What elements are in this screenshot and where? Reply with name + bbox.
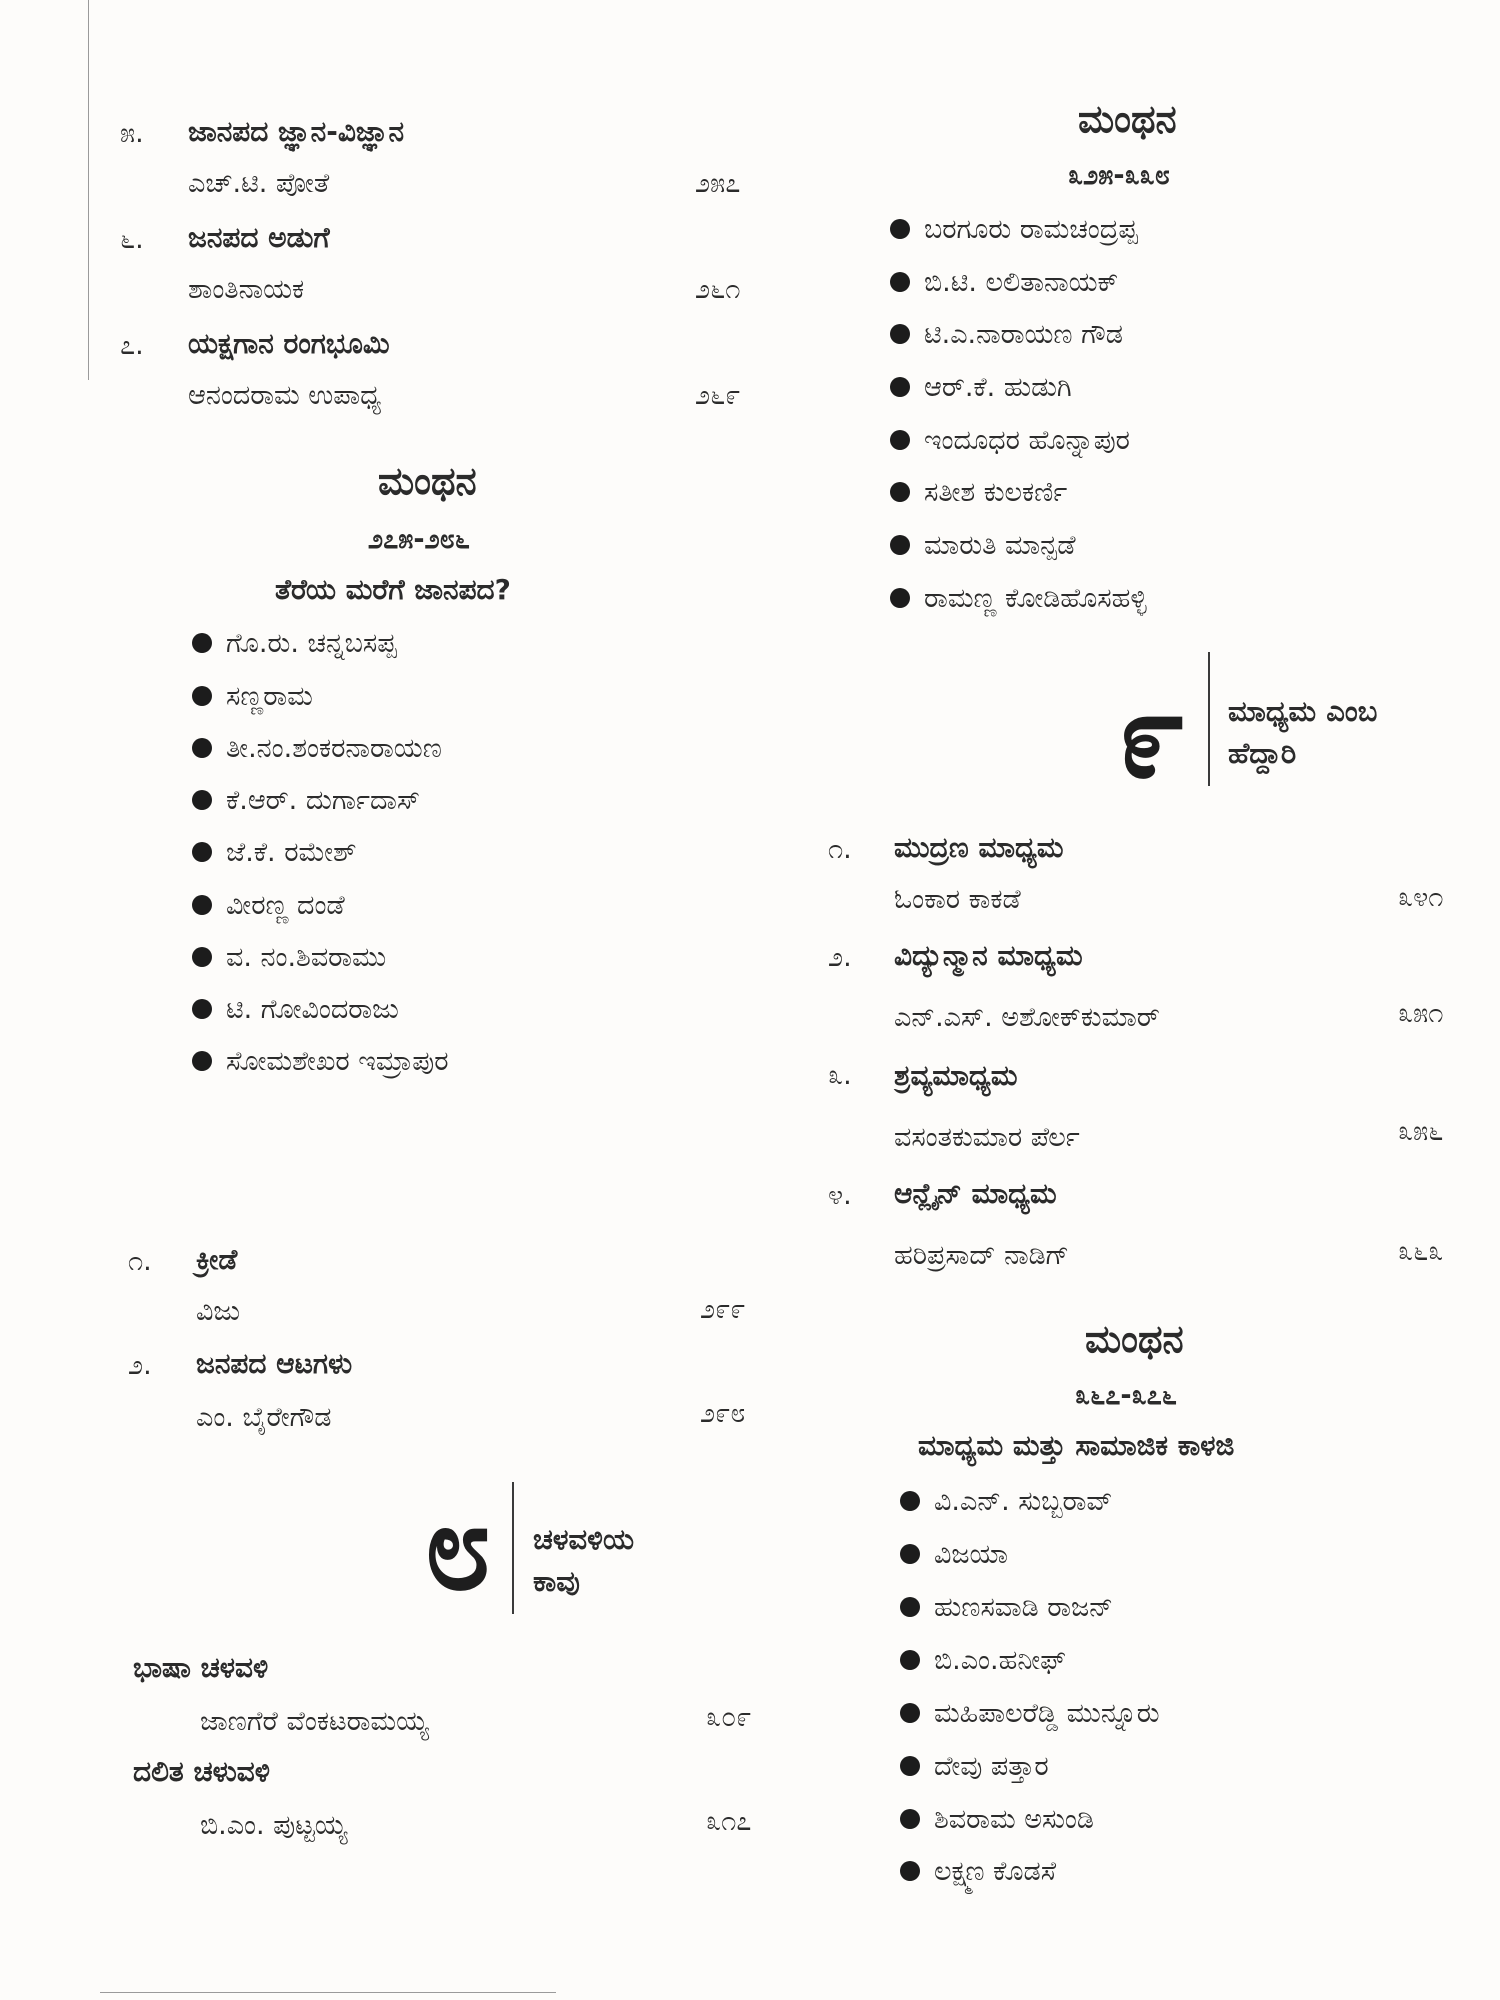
entry-author: ಬಿ.ಎಂ. ಪುಟ್ಟಯ್ಯ	[200, 1810, 348, 1841]
participant-item: ಜೆ.ಕೆ. ರಮೇಶ್	[192, 839, 357, 866]
entry-page: ೨೫೭	[695, 168, 741, 199]
manthana-heading: ಮಂಥನ	[378, 459, 477, 503]
manthana-page-range: ೩೬೭-೩೭೬	[1075, 1380, 1177, 1411]
participant-item: ಹುಣಸವಾಡಿ ರಾಜನ್	[900, 1594, 1113, 1621]
participant-item: ವಿ.ಎನ್. ಸುಬ್ಬರಾವ್	[900, 1488, 1112, 1515]
entry-author: ಓಂಕಾರ ಕಾಕಡೆ	[894, 884, 1021, 915]
manthana-page-range: ೩೨೫-೩೩೮	[1068, 160, 1170, 191]
participant-item: ಸಣ್ಣರಾಮ	[192, 683, 313, 710]
bullet-icon	[890, 324, 910, 344]
participant-item: ಬಿ.ಟಿ. ಲಲಿತಾನಾಯಕ್	[890, 269, 1118, 296]
bullet-icon	[900, 1861, 920, 1881]
manthana-page-range: ೨೭೫-೨೮೬	[368, 524, 470, 555]
bullet-icon	[890, 272, 910, 292]
participant-item: ಆರ್.ಕೆ. ಹುಡುಗಿ	[890, 374, 1072, 401]
entry-author: ವಿಜು	[196, 1296, 241, 1327]
entry-title[interactable]: ಯಕ್ಷಗಾನ ರಂಗಭೂಮಿ	[188, 327, 390, 360]
entry-title[interactable]: ಜನಪದ ಅಡುಗೆ	[188, 221, 330, 254]
bullet-icon	[890, 535, 910, 555]
participant-item: ಮಾರುತಿ ಮಾನ್ಪಡೆ	[890, 532, 1076, 559]
entry-page: ೨೬೧	[695, 274, 741, 305]
participant-item: ಬಿ.ಎಂ.ಹನೀಫ್	[900, 1647, 1066, 1674]
chapter-number: ೮	[424, 1478, 492, 1617]
participant-item: ಟಿ.ಎ.ನಾರಾಯಣ ಗೌಡ	[890, 321, 1123, 348]
entry-author: ಎಚ್.ಟಿ. ಪೋತೆ	[188, 168, 330, 199]
participant-item: ಇಂದೂಧರ ಹೊನ್ನಾಪುರ	[890, 427, 1130, 454]
bullet-icon	[192, 633, 212, 653]
entry-page: ೩೧೭	[706, 1806, 752, 1837]
chapter-title-line: ಮಾಧ್ಯಮ ಎಂಬ	[1228, 694, 1378, 728]
manthana-subtitle[interactable]: ತೆರೆಯ ಮರೆಗೆ ಜಾನಪದ?	[275, 573, 511, 606]
bullet-icon	[192, 999, 212, 1019]
chapter-title-line: ಕಾವು	[533, 1564, 580, 1599]
manthana-subtitle[interactable]: ಮಾಧ್ಯಮ ಮತ್ತು ಸಾಮಾಜಿಕ ಕಾಳಜಿ	[918, 1429, 1235, 1462]
entry-page: ೨೯೯	[700, 1294, 746, 1325]
bullet-icon	[900, 1597, 920, 1617]
entry-page: ೩೪೧	[1398, 882, 1444, 913]
bullet-icon	[192, 738, 212, 758]
entry-number: ೧.	[128, 1246, 152, 1277]
bullet-icon	[890, 219, 910, 239]
entry-page: ೩೬೩	[1398, 1236, 1444, 1267]
bullet-icon	[890, 377, 910, 397]
entry-title[interactable]: ವಿದ್ಯುನ್ಮಾನ ಮಾಧ್ಯಮ	[894, 939, 1083, 972]
section-heading[interactable]: ದಲಿತ ಚಳುವಳಿ	[133, 1755, 270, 1788]
bullet-icon	[900, 1756, 920, 1776]
entry-author: ಹರಿಪ್ರಸಾದ್ ನಾಡಿಗ್	[894, 1240, 1070, 1271]
bullet-icon	[890, 482, 910, 502]
entry-title[interactable]: ಜಾನಪದ ಜ್ಞಾನ-ವಿಜ್ಞಾನ	[188, 115, 405, 148]
participant-item: ತೀ.ನಂ.ಶಂಕರನಾರಾಯಣ	[192, 735, 442, 762]
entry-title[interactable]: ಜನಪದ ಆಟಗಳು	[196, 1347, 353, 1380]
participant-item: ಸೋಮಶೇಖರ ಇಮ್ರಾಪುರ	[192, 1048, 448, 1075]
bullet-icon	[900, 1809, 920, 1829]
entry-number: ೬.	[120, 224, 144, 255]
bullet-icon	[192, 947, 212, 967]
entry-number: ೧.	[828, 834, 852, 865]
chapter-title[interactable]	[1228, 690, 1377, 774]
bullet-icon	[192, 1051, 212, 1071]
entry-author: ಎಂ. ಬೈರೇಗೌಡ	[196, 1402, 332, 1433]
chapter-divider	[1208, 652, 1210, 786]
chapter-divider	[512, 1482, 514, 1614]
entry-title[interactable]: ಆನ್ಲೈನ್ ಮಾಧ್ಯಮ	[894, 1177, 1057, 1210]
entry-page: ೩೫೬	[1398, 1116, 1444, 1147]
participant-item: ಟಿ. ಗೋವಿಂದರಾಜು	[192, 996, 399, 1023]
entry-page: ೨೯೮	[700, 1398, 746, 1429]
manthana-heading: ಮಂಥನ	[1085, 1317, 1184, 1361]
entry-number: ೭.	[120, 330, 144, 361]
participant-item: ದೇವು ಪತ್ತಾರ	[900, 1753, 1049, 1780]
participant-item: ಶಿವರಾಮ ಅಸುಂಡಿ	[900, 1806, 1094, 1833]
entry-author: ಶಾಂತಿನಾಯಕ	[188, 274, 305, 305]
chapter-title[interactable]	[533, 1518, 634, 1602]
margin-rule	[88, 0, 89, 380]
entry-number: ೨.	[828, 942, 852, 973]
bullet-icon	[192, 790, 212, 810]
bullet-icon	[890, 430, 910, 450]
participant-item: ಕೆ.ಆರ್. ದುರ್ಗಾದಾಸ್	[192, 787, 420, 814]
bullet-icon	[192, 842, 212, 862]
entry-title[interactable]: ಕ್ರೀಡೆ	[196, 1243, 238, 1276]
participant-item: ವೀರಣ್ಣ ದಂಡೆ	[192, 892, 345, 919]
participant-item: ಸತೀಶ ಕುಲಕರ್ಣಿ	[890, 479, 1067, 506]
manthana-heading: ಮಂಥನ	[1078, 97, 1177, 141]
entry-number: ೨.	[128, 1350, 152, 1381]
participant-item: ರಾಮಣ್ಣ ಕೋಡಿಹೊಸಹಳ್ಳಿ	[890, 585, 1147, 612]
participant-item: ವ. ನಂ.ಶಿವರಾಮು	[192, 944, 386, 971]
chapter-title-line: ಚಳವಳಿಯ	[533, 1522, 635, 1556]
footer-rule	[100, 1992, 556, 1993]
chapter-number: ೯	[1118, 666, 1186, 805]
entry-page: ೩೦೯	[706, 1702, 752, 1733]
bullet-icon	[890, 588, 910, 608]
bullet-icon	[192, 686, 212, 706]
chapter-title-line: ಹೆದ್ದಾರಿ	[1228, 736, 1297, 771]
bullet-icon	[192, 895, 212, 915]
entry-author: ಎನ್.ಎಸ್. ಅಶೋಕ್‌ಕುಮಾರ್	[894, 1002, 1160, 1033]
entry-title[interactable]: ಮುದ್ರಣ ಮಾಧ್ಯಮ	[894, 831, 1064, 864]
entry-author: ಜಾಣಗೆರೆ ವೆಂಕಟರಾಮಯ್ಯ	[200, 1706, 429, 1737]
entry-number: ೫.	[120, 118, 144, 149]
bullet-icon	[900, 1544, 920, 1564]
entry-author: ಆನಂದರಾಮ ಉಪಾಧ್ಯ	[188, 380, 382, 411]
entry-page: ೩೫೧	[1398, 998, 1444, 1029]
entry-page: ೨೬೯	[695, 380, 741, 411]
participant-item: ಮಹಿಪಾಲರೆಡ್ಡಿ ಮುನ್ನೂರು	[900, 1700, 1160, 1727]
participant-item: ವಿಜಯಾ	[900, 1541, 1008, 1568]
section-heading[interactable]: ಭಾಷಾ ಚಳವಳಿ	[133, 1651, 269, 1684]
participant-item: ಗೊ.ರು. ಚನ್ನಬಸಪ್ಪ	[192, 630, 397, 657]
entry-author: ವಸಂತಕುಮಾರ ಪೆರ್ಲ	[894, 1122, 1080, 1153]
entry-number: ೪.	[828, 1180, 852, 1211]
bullet-icon	[900, 1650, 920, 1670]
bullet-icon	[900, 1491, 920, 1511]
participant-item: ಬರಗೂರು ರಾಮಚಂದ್ರಪ್ಪ	[890, 216, 1138, 243]
entry-number: ೩.	[828, 1060, 852, 1091]
bullet-icon	[900, 1703, 920, 1723]
entry-title[interactable]: ಶ್ರವ್ಯಮಾಧ್ಯಮ	[894, 1059, 1018, 1092]
participant-item: ಲಕ್ಷ್ಮಣ ಕೊಡಸೆ	[900, 1858, 1056, 1885]
